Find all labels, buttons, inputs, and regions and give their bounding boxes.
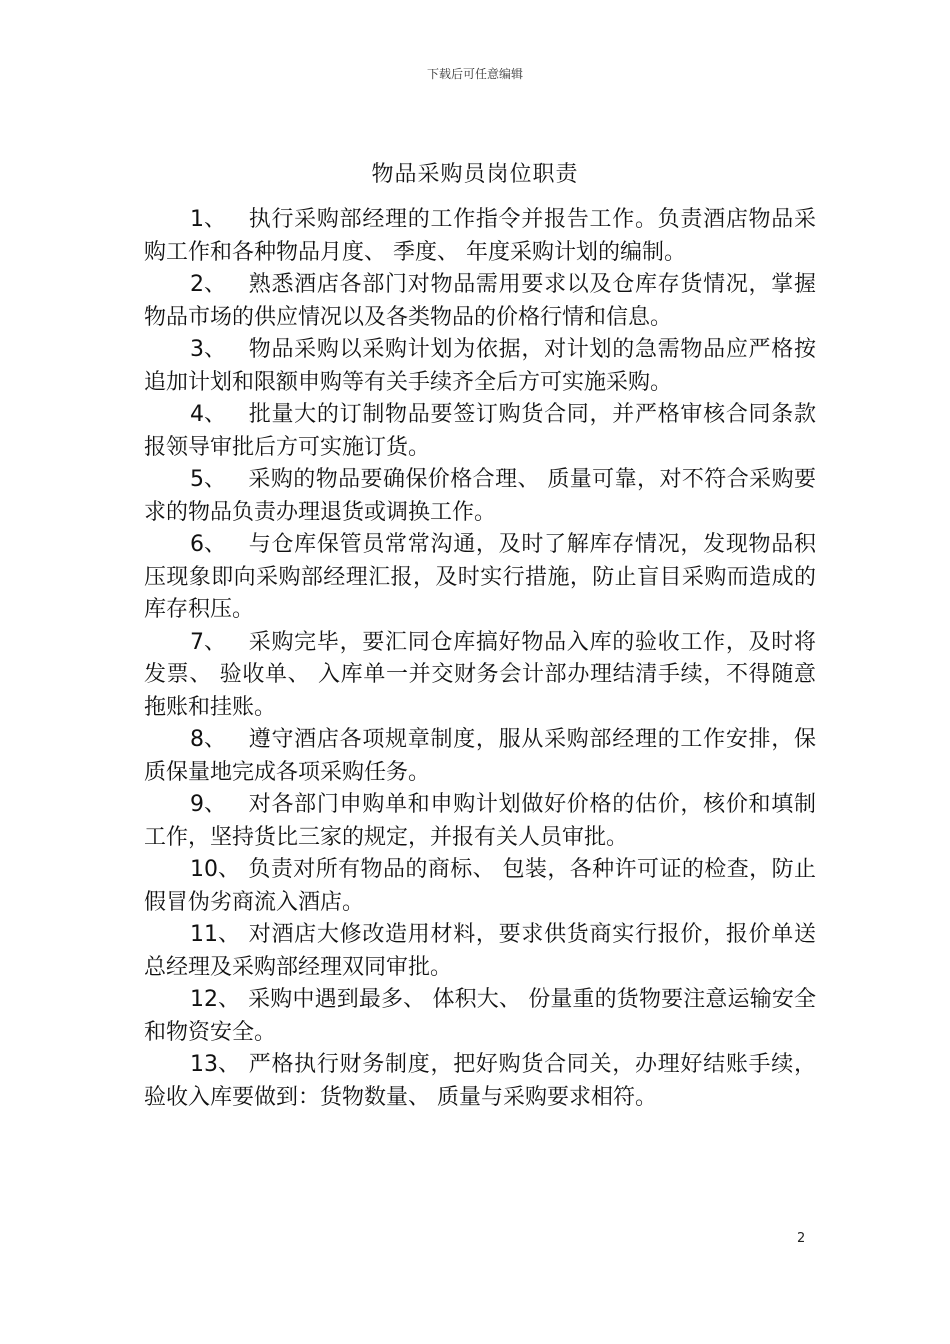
item-number: 9、: [190, 792, 226, 817]
header-note: 下载后可任意编辑: [426, 67, 523, 81]
item-number: 2、: [190, 272, 226, 297]
duty-item: [144, 529, 816, 627]
item-number: 4、: [190, 402, 226, 427]
duty-item: [144, 854, 816, 919]
item-text: 采购完毕，要汇同仓库搞好物品入库的验收工作，及时将发票、 验收单、 入库单一并交财务会计部办理结清手续，不得随意拖账和挂账。: [144, 629, 816, 720]
duty-item: [144, 334, 816, 399]
item-number: 5、: [190, 467, 226, 492]
item-number: 13、: [190, 1052, 240, 1077]
item-text: 对酒店大修改造用材料，要求供货商实行报价，报价单送总经理及采购部经理双同审批。: [144, 922, 816, 980]
duty-item: [144, 627, 816, 725]
item-text: 负责对所有物品的商标、 包装，各种许可证的检查，防止假冒伪劣商流入酒店。: [144, 857, 816, 915]
item-text: 严格执行财务制度，把好购货合同关，办理好结账手续， 验收入库要做到：货物数量、 质量与采购要求相符。: [144, 1052, 816, 1110]
duty-item: [144, 724, 816, 789]
duty-item: [144, 919, 816, 984]
item-number: 11、: [190, 922, 240, 947]
item-number: 8、: [190, 727, 226, 752]
document-title: 物品采购员岗位职责: [371, 162, 579, 187]
item-text: 执行采购部经理的工作指令并报告工作。负责酒店物品采购工作和各种物品月度、 季度、 年度采购计划的编制。: [144, 207, 816, 265]
duty-list: [144, 204, 816, 1114]
duty-item: [144, 984, 816, 1049]
item-number: 3、: [190, 337, 226, 362]
item-number: 6、: [190, 532, 226, 557]
item-number: 7、: [190, 629, 226, 655]
item-text: 采购中遇到最多、 体积大、 份量重的货物要注意运输安全和物资安全。: [144, 987, 816, 1045]
item-text: 与仓库保管员常常沟通，及时了解库存情况，发现物品积压现象即向采购部经理汇报，及时实行措施，防止盲目采购而造成的库存积压。: [144, 532, 816, 622]
duty-item: [144, 464, 816, 529]
duty-item: [144, 204, 816, 269]
item-text: 批量大的订制物品要签订购货合同，并严格审核合同条款报领导审批后方可实施订货。: [144, 402, 816, 460]
item-text: 熟悉酒店各部门对物品需用要求以及仓库存货情况，掌握物品市场的供应情况以及各类物品的价格行情和信息。: [144, 272, 816, 330]
item-text: 对各部门申购单和申购计划做好价格的估价，核价和填制工作，坚持货比三家的规定，并报有关人员审批。: [144, 792, 816, 850]
duty-item: [144, 399, 816, 464]
item-text: 遵守酒店各项规章制度，服从采购部经理的工作安排，保质保量地完成各项采购任务。: [144, 727, 816, 785]
item-text: 物品采购以采购计划为依据，对计划的急需物品应严格按追加计划和限额申购等有关手续齐全后方可实施采购。: [144, 337, 816, 395]
item-number: 1、: [190, 207, 226, 232]
duty-item: [144, 1049, 816, 1114]
item-number: 12、: [190, 987, 240, 1012]
duty-item: [144, 269, 816, 334]
page-number: 2: [797, 1231, 806, 1246]
item-number: 10、: [190, 857, 240, 882]
item-text: 采购的物品要确保价格合理、 质量可靠，对不符合采购要求的物品负责办理退货或调换工作。: [144, 467, 816, 525]
duty-item: [144, 789, 816, 854]
